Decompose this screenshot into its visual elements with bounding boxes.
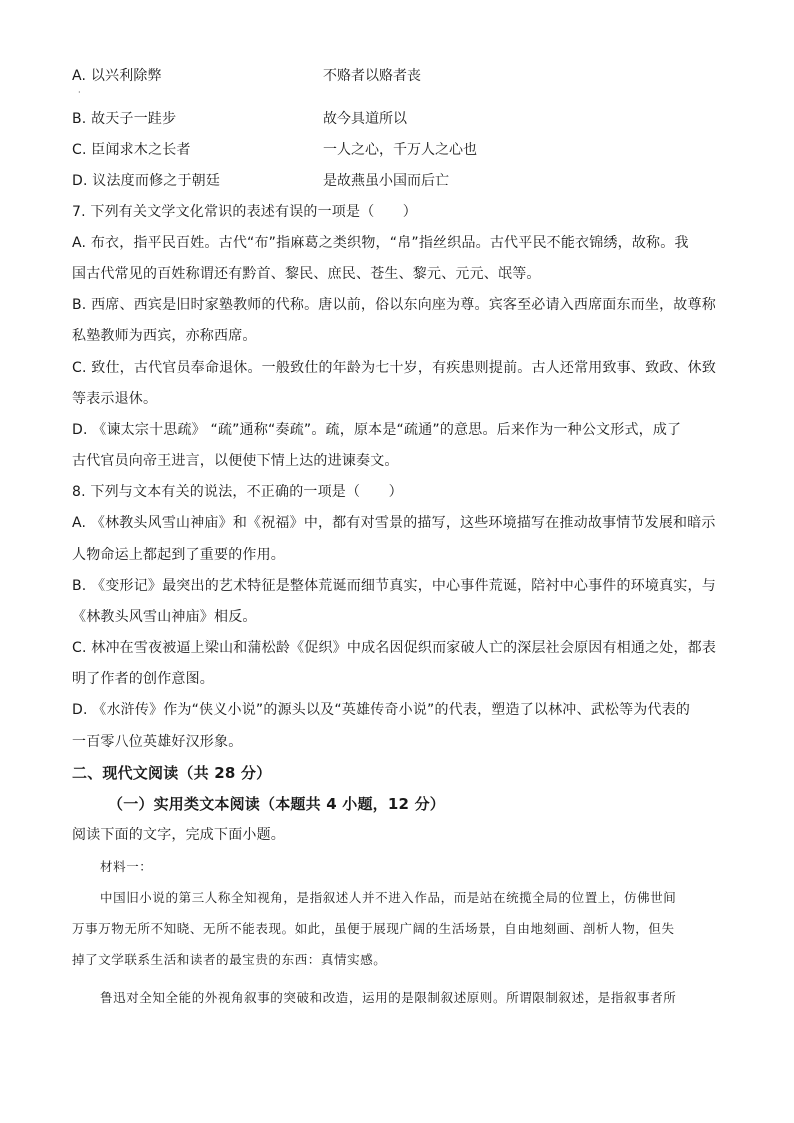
q7-line: 古代官员向帝王进言，以便使下情上达的进谏奏文。 — [72, 453, 399, 469]
material-line: 中国旧小说的第三人称全知视角，是指叙述人并不进入作品，而是站在统揽全局的位置上，仿佛世间 — [100, 890, 677, 905]
q8-line: A. 《林教头风雪山神庙》和《祝福》中，都有对雪景的描写，这些环境描写在推动故事情节发展和暗示 — [72, 515, 716, 531]
q8-line: 明了作者的创作意图。 — [72, 671, 214, 687]
material-label: 材料一： — [100, 859, 153, 874]
q7-line: D. 《谏太宗十思疏》 “疏”通称“奏疏”。疏，原本是“疏通”的意思。后来作为一种公文形式，成了 — [72, 422, 682, 438]
q6-option-c: C. 臣闻求木之长者 — [72, 142, 191, 158]
q6-option-d-right: 是故燕虽小国而后亡 — [323, 173, 449, 189]
q7-line: A. 布衣，指平民百姓。古代“布”指麻葛之类织物，“帛”指丝织品。古代平民不能衣锦绣，故称。我 — [72, 235, 689, 251]
q7-line: 国古代常见的百姓称谓还有黔首、黎民、庶民、苍生、黎元、元元、氓等。 — [72, 266, 541, 282]
material-line: 鲁迅对全知全能的外视角叙事的突破和改造，运用的是限制叙述原则。所谓限制叙述，是指叙事者所 — [100, 990, 677, 1005]
q8-stem: 8. 下列与文本有关的说法，不正确的一项是（ ） — [72, 484, 403, 500]
emphasis-dot: · — [78, 88, 81, 97]
q8-line: D. 《水浒传》作为“侠义小说”的源头以及“英雄传奇小说”的代表，塑造了以林冲、武松等为代表的 — [72, 702, 691, 718]
q8-line: 一百零八位英雄好汉形象。 — [72, 734, 243, 750]
q8-line: 人物命运上都起到了重要的作用。 — [72, 547, 285, 563]
q6-option-b: B. 故天子一跬步 — [72, 111, 177, 127]
q6-option-a: A. 以兴利除弊 — [72, 68, 162, 84]
material-line: 掉了文学联系生活和读者的最宝贵的东西：真情实感。 — [72, 952, 387, 967]
subsection-title: （一）实用类文本阅读（本题共 4 小题，12 分） — [108, 795, 445, 813]
material-line: 万事万物无所不知晓、无所不能表现。如此，虽便于展现广阔的生活场景，自由地刻画、剖析人物，但失 — [72, 921, 675, 936]
section-title: 二、现代文阅读（共 28 分） — [72, 764, 272, 782]
q6-option-b-right: 故今具道所以 — [323, 111, 407, 127]
q7-line: C. 致仕，古代官员奉命退休。一般致仕的年龄为七十岁，有疾患则提前。古人还常用致事、致政、休致 — [72, 360, 717, 376]
q6-option-d: D. 议法度而修之于朝廷 — [72, 173, 221, 189]
q6-option-c-right: 一人之心，千万人之心也 — [323, 142, 477, 158]
q8-line: C. 林冲在雪夜被逼上梁山和蒲松龄《促织》中成名因促织而家破人亡的深层社会原因有相通之处，都表 — [72, 640, 717, 656]
q7-line: 等表示退休。 — [72, 391, 158, 407]
q6-option-a-right: 不赂者以赂者丧 — [323, 68, 421, 84]
instruction: 阅读下面的文字，完成下面小题。 — [72, 827, 285, 843]
q7-line: 私塾教师为西宾，亦称西席。 — [72, 328, 257, 344]
q8-line: 《林教头风雪山神庙》相反。 — [72, 609, 257, 625]
q8-line: B. 《变形记》最突出的艺术特征是整体荒诞而细节真实，中心事件荒诞，陪衬中心事件的环境真实，与 — [72, 578, 716, 594]
q7-line: B. 西席、西宾是旧时家塾教师的代称。唐以前，俗以东向座为尊。宾客至必请入西席面东而坐，故尊称 — [72, 297, 716, 313]
q7-stem: 7. 下列有关文学文化常识的表述有误的一项是（ ） — [72, 204, 418, 220]
